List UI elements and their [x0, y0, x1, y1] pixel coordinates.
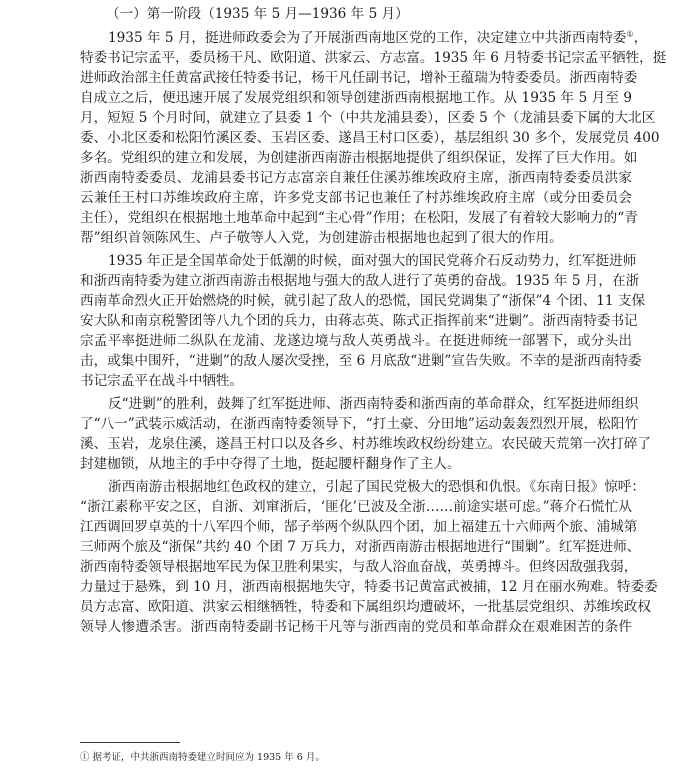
text-line: 特委书记宗孟平，委员杨干凡、欧阳道、洪家云、方志富。1935 年 6 月特委书记宗孟平牺牲，挺 [80, 50, 667, 66]
text-line: 安大队和南京税警团等八九个团的兵力，由蒋志英、陈式正指挥前来“进剿”。浙西南特委书记 [80, 313, 638, 329]
text-line: 多名。党组织的建立和发展，为创建浙西南游击根据地提供了组织保证，发挥了巨大作用。如 [80, 150, 638, 166]
text-line: 击，或集中围歼，“进剿”的敌人屡次受挫，至 6 月底敌“进剿”宣告失败。不幸的是浙西南特委 [80, 353, 642, 369]
text-line: 领导人惨遭杀害。浙西南特委副书记杨干凡等与浙西南的党员和革命群众在艰难困苦的条件 [80, 619, 632, 635]
text-line: 帮”组织首领陈风生、卢子敬等人入党，为创建游击根据地也起到了很大的作用。 [80, 230, 563, 246]
text-line: 浙西南特委委员、龙浦县委书记方志富亲自兼任住溪苏维埃政府主席，浙西南特委委员洪家 [80, 170, 632, 186]
text-line: 封建枷锁，从地主的手中夺得了土地，挺起腰杆翻身作了主人。 [80, 456, 461, 472]
text-line: 了“八一”武装示威活动，在浙西南特委领导下，“打土豪、分田地”运动轰轰烈烈开展，松阳竹 [80, 416, 638, 432]
section-heading: （一）第一阶段（1935 年 5 月—1936 年 5 月） [106, 6, 409, 22]
text-line: 反“进剿”的胜利，鼓舞了红军挺进师、浙西南特委和浙西南的革命群众，红军挺进师组织 [108, 396, 639, 412]
text-line: 员方志富、欧阳道、洪家云相继牺牲，特委和下属组织均遭破坏，一批基层党组织、苏维埃政权 [80, 599, 651, 615]
text-line: 月，短短 5 个月时间，就建立了县委 1 个（中共龙浦县委），区委 5 个（龙浦县委下属的大北区 [80, 110, 656, 126]
text-line: 浙西南特委领导根据地军民为保卫胜利果实，与敌人浴血奋战，英勇搏斗。但终因敌强我弱， [80, 559, 638, 575]
text-line: 主任），党组织在根据地土地革命中起到“主心骨”作用；在松阳，发展了有着较大影响力的“青 [80, 210, 638, 226]
text-line: 力量过于悬殊，到 10 月，浙西南根据地失守，特委书记黄富武被捕，12 月在丽水殉难。特委委 [80, 579, 658, 595]
footnote: ① 据考证，中共浙西南特委建立时间应为 1935 年 6 月。 [80, 752, 325, 763]
text-line: 江西调回罗卓英的十八军四个师，郜子举两个纵队四个团，加上福建五十六师两个旅、浦城第 [80, 519, 638, 535]
text-line: 自成立之后，便迅速开展了发展党组织和领导创建浙西南根据地工作。从 1935 年 5 月至 9 [80, 90, 632, 106]
footnote-marker: ① [626, 29, 634, 39]
text-line: 和浙西南特委为建立浙西南游击根据地与强大的敌人进行了英勇的奋战。1935 年 5 月，在浙 [80, 273, 640, 289]
text-line: 1935 年 5 月，挺进师政委会为了开展浙西南地区党的工作，决定建立中共浙西南特委①， [108, 29, 648, 46]
text-line: 1935 年正是全国革命处于低潮的时候，面对强大的国民党蒋介石反动势力，红军挺进师 [108, 253, 637, 269]
footnote-divider [80, 742, 180, 743]
text-line: 浙西南游击根据地红色政权的建立，引起了国民党极大的恐惧和仇恨。《东南日报》惊呼： [108, 479, 645, 495]
text-line: 西南革命烈火正开始燃烧的时候，就引起了敌人的恐慌，国民党调集了“浙保”4 个团、11 支保 [80, 293, 646, 309]
text-line: “浙江素称平安之区，自浙、刘窜浙后，‘匪化’已波及全浙……前途实堪可虑。”蒋介石慌忙从 [80, 499, 632, 515]
text-line: 三师两个旅及“浙保”共约 40 个团 7 万兵力，对浙西南游击根据地进行“围剿”。红军挺进师、 [80, 539, 641, 555]
text-line: 委、小北区委和松阳竹溪区委、玉岩区委、遂昌王村口区委），基层组织 30 多个，发展党员 400 [80, 130, 660, 146]
text-line: 进师政治部主任黄富武接任特委书记，杨干凡任副书记，增补王蕴瑞为特委委员。浙西南特委 [80, 70, 638, 86]
text-line: 书记宗孟平在战斗中牺牲。 [80, 373, 244, 389]
text-line: 宗孟平率挺进师二纵队在龙浦、龙遂边境与敌人英勇战斗。在挺进师统一部署下，或分头出 [80, 333, 632, 349]
text-line: 溪、玉岩，龙泉住溪，遂昌王村口以及各乡、村苏维埃政权纷纷建立。农民破天荒第一次打碎了 [80, 436, 651, 452]
text-line: 云兼任王村口苏维埃政府主席，许多党支部书记也兼任了村苏维埃政府主席（或分田委员会 [80, 190, 632, 206]
